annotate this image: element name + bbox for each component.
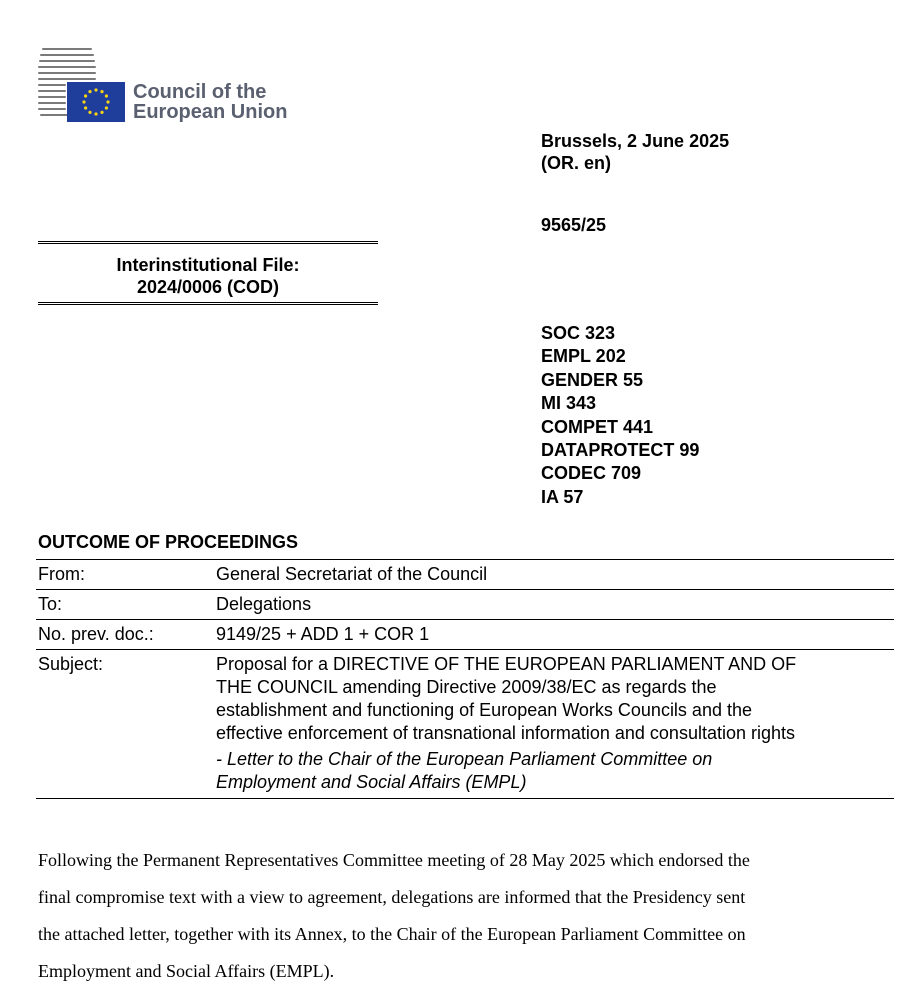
from-value: General Secretariat of the Council xyxy=(214,560,894,590)
from-label: From: xyxy=(36,560,214,590)
council-logo xyxy=(38,48,338,128)
subject-subtitle-line: Employment and Social Affairs (EMPL) xyxy=(216,772,527,792)
interinstitutional-file-label: Interinstitutional File: xyxy=(116,255,300,275)
subject-value xyxy=(214,650,894,749)
body-paragraph xyxy=(38,842,886,990)
subject-line: THE COUNCIL amending Directive 2009/38/EC as regards the xyxy=(216,677,717,697)
proceedings-table xyxy=(36,559,894,799)
subject-subtitle-line: - Letter to the Chair of the European Parliament Committee on xyxy=(216,749,713,769)
to-label: To: xyxy=(36,590,214,620)
table-row-subject-sub xyxy=(36,748,894,799)
document-number: 9565/25 xyxy=(541,215,607,235)
subject-line: effective enforcement of transnational information and consultation rights xyxy=(216,723,796,743)
prev-doc-value: 9149/25 + ADD 1 + COR 1 xyxy=(214,620,894,650)
body-line: Employment and Social Affairs (EMPL). xyxy=(38,961,335,981)
code-item: CODEC 709 xyxy=(541,463,642,484)
table-row-subject xyxy=(36,650,894,749)
body-line: final compromise text with a view to agreement, delegations are informed that the Presidency sent xyxy=(38,887,746,907)
code-item: COMPET 441 xyxy=(541,416,654,437)
to-value: Delegations xyxy=(214,590,894,620)
subject-label: Subject: xyxy=(36,650,214,749)
code-item: IA 57 xyxy=(541,486,584,507)
code-item: SOC 323 xyxy=(541,323,616,343)
interinstitutional-file-number: 2024/0006 (COD) xyxy=(136,277,280,297)
document-date-block xyxy=(541,130,729,174)
council-name-line1: Council of the xyxy=(133,81,267,103)
table-row-from xyxy=(36,560,894,590)
document-date: Brussels, 2 June 2025 xyxy=(541,131,730,151)
eu-flag-field xyxy=(67,82,125,122)
interinstitutional-file-box xyxy=(38,241,378,305)
outcome-title: OUTCOME OF PROCEEDINGS xyxy=(38,532,299,552)
original-language: (OR. en) xyxy=(541,153,611,173)
code-item: EMPL 202 xyxy=(541,346,626,367)
eu-flag-icon xyxy=(67,82,125,122)
council-name-line2: European Union xyxy=(133,101,288,123)
subject-line: Proposal for a DIRECTIVE OF THE EUROPEAN PARLIAMENT AND OF xyxy=(216,654,797,674)
classification-codes xyxy=(541,322,699,509)
table-row-prev-doc xyxy=(36,620,894,650)
code-item: MI 343 xyxy=(541,393,597,414)
table-row-to xyxy=(36,590,894,620)
code-item: GENDER 55 xyxy=(541,369,644,390)
subject-subtitle xyxy=(214,748,894,799)
subject-line: establishment and functioning of European Works Councils and the xyxy=(216,700,752,720)
body-line: the attached letter, together with its Annex, to the Chair of the European Parliament Committee on xyxy=(38,924,746,944)
prev-doc-label: No. prev. doc.: xyxy=(36,620,214,650)
code-item: DATAPROTECT 99 xyxy=(541,440,700,461)
council-name xyxy=(133,82,287,122)
body-line: Following the Permanent Representatives Committee meeting of 28 May 2025 which endorsed the xyxy=(38,850,750,870)
